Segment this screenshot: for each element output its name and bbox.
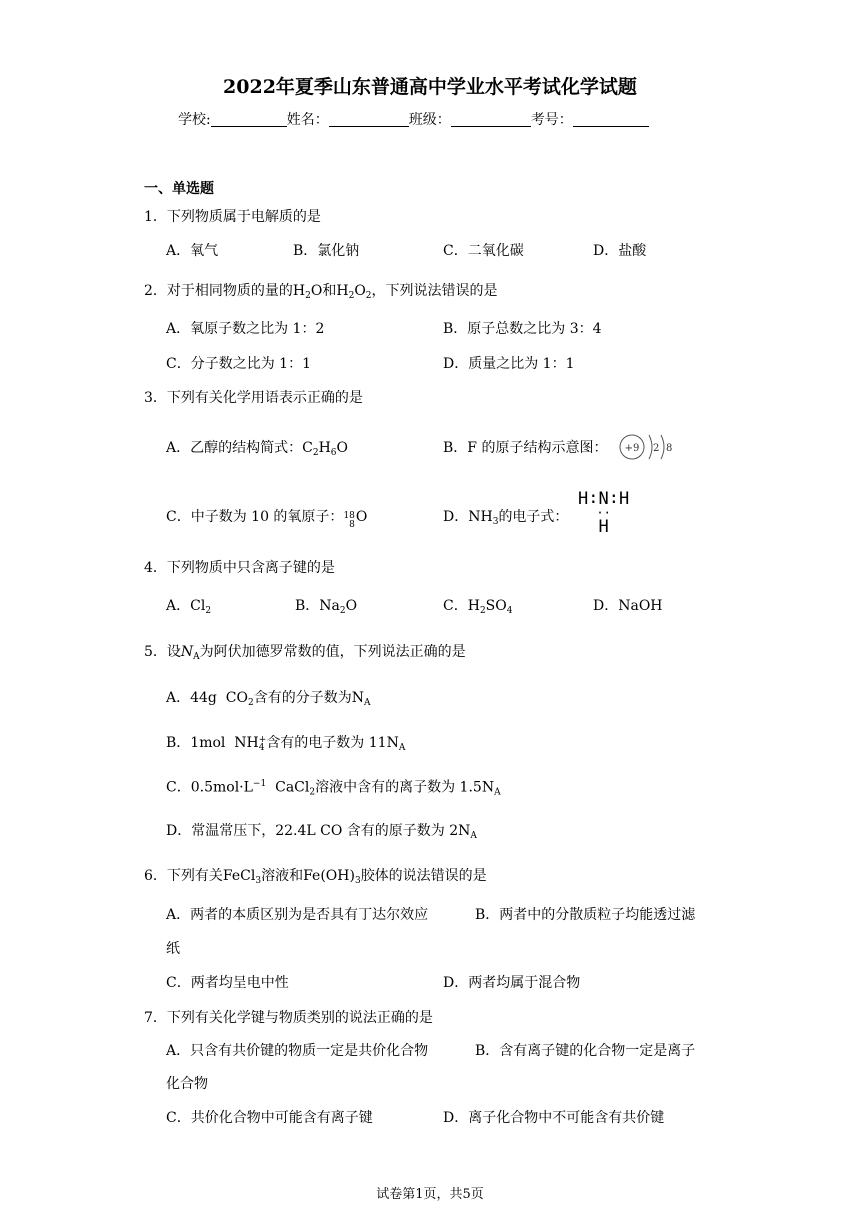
q1-option-b[interactable]: B．氯化钠 xyxy=(293,243,360,259)
q7-option-d[interactable]: D．离子化合物中不可能含有共价键 xyxy=(443,1110,665,1126)
page-title: 2022年夏季山东普通高中学业水平考试化学试题 xyxy=(223,76,637,98)
q3-option-c[interactable]: C．中子数为 10 的氧原子：18 8O xyxy=(166,509,368,530)
section-heading: 一、单选题 xyxy=(144,181,214,197)
electron-shell-1 xyxy=(649,435,652,459)
q6-option-b[interactable]: B．两者中的分散质粒子均能透过滤 xyxy=(475,907,696,923)
school-label: 学校: xyxy=(178,112,211,128)
q7-option-b-continued[interactable]: 化合物 xyxy=(166,1076,208,1092)
q7-option-b[interactable]: B．含有离子键的化合物一定是离子 xyxy=(475,1043,696,1059)
nucleus-charge: +9 xyxy=(624,443,640,454)
shell-1-electrons: 2 xyxy=(653,443,660,454)
fluorine-atom-diagram xyxy=(616,430,676,464)
q2-option-c[interactable]: C．分子数之比为 1：1 xyxy=(166,356,311,372)
exam-no-blank[interactable] xyxy=(573,112,649,127)
q7-option-a[interactable]: A．只含有共价键的物质一定是共价化合物 xyxy=(166,1043,429,1059)
q6-option-c[interactable]: C．两者均呈电中性 xyxy=(166,975,289,991)
question-2-stem: 2．对于相同物质的量的$H_2O$和$H_2O_2$，下列说法错误的是 xyxy=(144,283,498,301)
q3-option-a[interactable]: A．乙醇的结构简式：$C_2H_6O$ xyxy=(166,440,349,458)
q5-option-b[interactable]: B．1mol NH+ 4 含有的电子数为 $11N_A$ xyxy=(166,735,406,753)
q1-option-c[interactable]: C．二氧化碳 xyxy=(443,243,524,259)
electron-shell-2 xyxy=(661,435,664,459)
question-4-stem: 4．下列物质中只含离子键的是 xyxy=(144,560,335,576)
q2-option-b[interactable]: B．原子总数之比为 3：4 xyxy=(443,321,602,337)
q5-option-c[interactable]: C．$0.5mol\cdot L^{-1}$ CaCl$_2$溶液中含有的离子数为 $1.5N_A$ xyxy=(166,779,501,798)
q6-option-d[interactable]: D．两者均属于混合物 xyxy=(443,975,581,991)
question-6-stem: 6．下列有关FeCl$_3$溶液和$Fe(OH)_3$胶体的说法错误的是 xyxy=(144,868,487,886)
class-blank[interactable] xyxy=(451,112,531,127)
q4-option-d[interactable]: D．NaOH xyxy=(593,598,663,614)
shell-2-electrons: 8 xyxy=(666,443,673,454)
q1-option-a[interactable]: A．氧气 xyxy=(166,243,219,259)
question-5-stem: 5．设$N_A$为阿伏加德罗常数的值，下列说法正确的是 xyxy=(144,644,466,662)
school-blank[interactable] xyxy=(211,112,287,127)
q2-option-d[interactable]: D．质量之比为 1：1 xyxy=(443,356,575,372)
question-1-stem: 1．下列物质属于电解质的是 xyxy=(144,209,321,225)
page-footer: 试卷第1页，共5页 xyxy=(376,1187,484,1202)
q4-option-a[interactable]: A．$Cl_2$ xyxy=(166,598,212,616)
nuclide-notation: 18 8 xyxy=(343,511,355,530)
q7-option-c[interactable]: C．共价化合物中可能含有离子键 xyxy=(166,1110,373,1126)
ammonia-electron-dot: H∶N∶H ·· H xyxy=(578,489,630,537)
q3-option-b[interactable]: B．F 的原子结构示意图： xyxy=(443,440,608,456)
question-7-stem: 7．下列有关化学键与物质类别的说法正确的是 xyxy=(144,1010,433,1026)
exam-no-label: 考号： xyxy=(530,112,573,128)
q6-option-a[interactable]: A．两者的本质区别为是否具有丁达尔效应 xyxy=(166,907,429,923)
q5-option-d[interactable]: D．常温常压下，22.4L CO 含有的原子数为 $2N_A$ xyxy=(166,823,477,841)
q1-option-d[interactable]: D．盐酸 xyxy=(593,243,647,259)
name-blank[interactable] xyxy=(329,112,409,127)
q4-option-c[interactable]: C．$H_2SO_4$ xyxy=(443,598,513,616)
q3-option-d[interactable]: D．$NH_3$的电子式： xyxy=(443,509,569,527)
q6-option-b-continued[interactable]: 纸 xyxy=(166,941,180,957)
class-label: 班级： xyxy=(408,112,451,128)
name-label: 姓名： xyxy=(286,112,329,128)
q4-option-b[interactable]: B．$Na_2O$ xyxy=(295,598,358,616)
student-info-line xyxy=(178,112,649,127)
question-3-stem: 3．下列有关化学用语表示正确的是 xyxy=(144,390,363,406)
q2-option-a[interactable]: A．氧原子数之比为 1：2 xyxy=(166,321,325,337)
q5-option-a[interactable]: A．44g $CO_2$含有的分子数为$N_A$ xyxy=(166,690,371,708)
